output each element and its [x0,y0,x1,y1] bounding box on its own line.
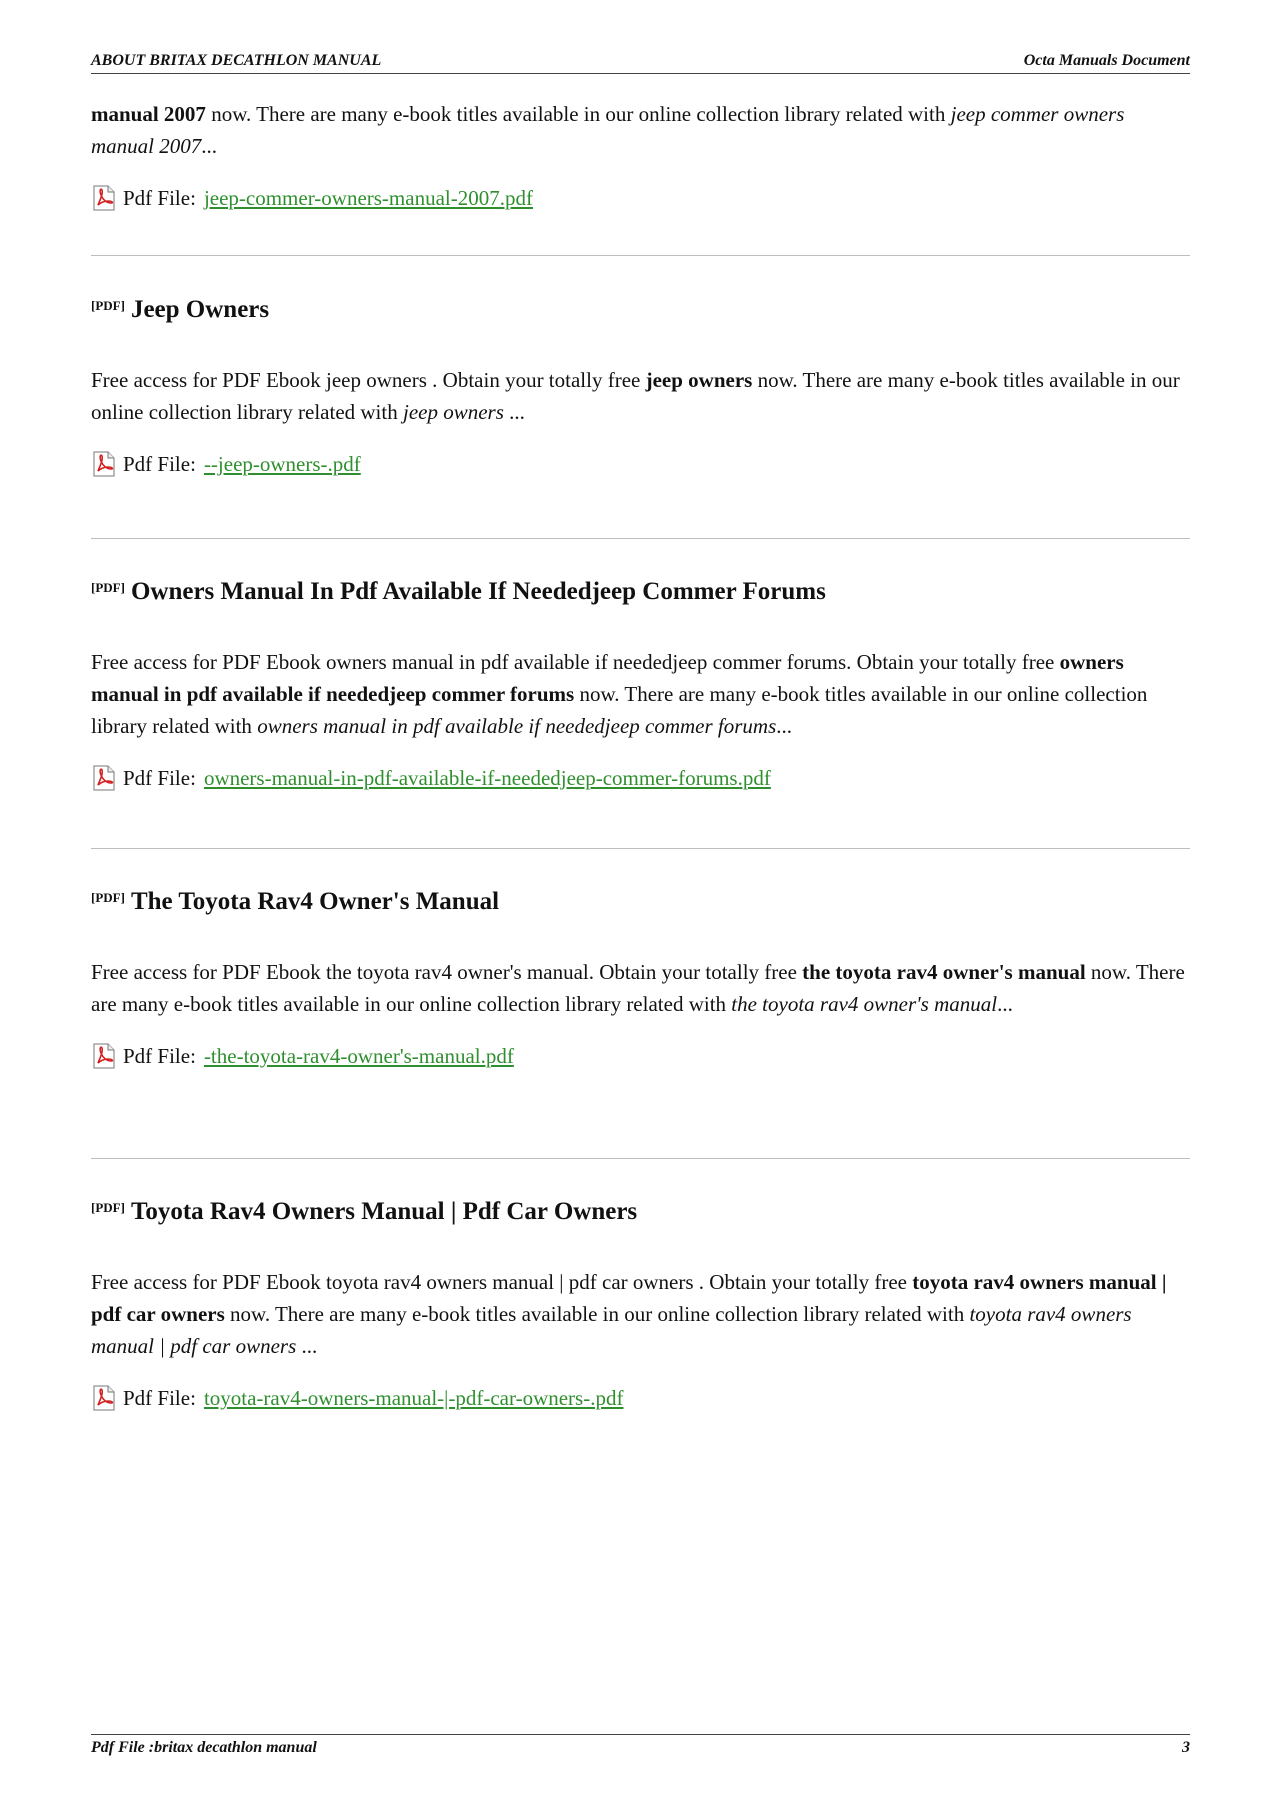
section-jeep-owners [91,294,1190,478]
desc-ellipsis: ... [776,714,793,738]
pdf-file-link[interactable]: --jeep-owners-.pdf [203,452,361,476]
document-page [91,0,1190,1800]
desc-italic: the toyota rav4 owner's manual [731,992,998,1016]
section-title [91,886,1190,918]
desc-italic: toyota rav4 owners manual | pdf car owners [91,1302,1132,1358]
file-label: Pdf File: [123,452,196,476]
pdf-tag: [PDF] [91,1200,125,1215]
pdf-file-icon [91,1385,117,1411]
intro-text: now. There are many e-book titles available in our online collection library related with [205,102,951,126]
pdf-file-icon [91,765,117,791]
header-source: Octa Manuals Document [1023,52,1190,69]
section-divider [91,255,1190,256]
pdf-file-link[interactable]: -the-toyota-rav4-owner's-manual.pdf [203,1044,514,1068]
section-owners-manual-forums [91,576,1190,792]
desc-bold: owners manual in pdf available if neededjeep commer forums [91,650,1124,706]
file-label: Pdf File: [123,766,196,790]
section-divider [91,1158,1190,1159]
section-title-text: Toyota Rav4 Owners Manual | Pdf Car Owners [130,1198,638,1225]
file-label: Pdf File: [123,1386,196,1410]
header-title: ABOUT BRITAX DECATHLON MANUAL [91,52,382,69]
desc-text: Free access for PDF Ebook the toyota rav4 owner's manual. Obtain your totally free [91,960,803,984]
section-description [91,646,1190,742]
desc-ellipsis: ... [301,1334,318,1358]
intro-paragraph [91,98,1190,162]
desc-text: Free access for PDF Ebook toyota rav4 owners manual | pdf car owners . Obtain your totally free [91,1270,913,1294]
desc-ellipsis: ... [509,400,525,424]
section-title [91,1196,1190,1228]
pdf-tag: [PDF] [91,580,125,595]
file-line [91,450,1190,478]
pdf-file-link[interactable]: owners-manual-in-pdf-available-if-neededjeep-commer-forums.pdf [203,766,771,790]
section-divider [91,848,1190,849]
pdf-tag: [PDF] [91,298,125,313]
file-line [91,764,1190,792]
desc-bold: toyota rav4 owners manual | pdf car owners [91,1270,1167,1326]
desc-text: now. There are many e-book titles available in our online collection library related with [91,960,1185,1016]
section-title-text: Owners Manual In Pdf Available If Neededjeep Commer Forums [130,578,826,605]
intro-bold: manual 2007 [91,102,206,126]
intro-continuation [91,98,1190,212]
desc-text: now. There are many e-book titles available in our online collection library related with [91,682,1148,738]
section-toyota-rav4-pdf-car-owners [91,1196,1190,1412]
section-description [91,956,1190,1020]
section-description [91,1266,1190,1362]
section-divider [91,538,1190,539]
desc-italic: owners manual in pdf available if neededjeep commer forums [257,714,777,738]
desc-text: now. There are many e-book titles available in our online collection library related with [224,1302,970,1326]
pdf-file-icon [91,185,117,211]
desc-bold: the toyota rav4 owner's manual [802,960,1086,984]
desc-ellipsis: ... [997,992,1013,1016]
section-description [91,364,1190,428]
file-line [91,1384,1190,1412]
intro-ellipsis: ... [201,134,217,158]
section-title [91,294,1190,326]
running-footer [91,1734,1190,1757]
desc-italic: jeep owners [402,400,510,424]
section-title [91,576,1190,608]
page-number: 3 [1182,1739,1190,1756]
section-title-text: Jeep Owners [130,296,270,323]
pdf-file-icon [91,451,117,477]
running-header [91,52,1190,74]
footer-file: Pdf File :britax decathlon manual [91,1739,317,1756]
pdf-file-link[interactable]: toyota-rav4-owners-manual-|-pdf-car-owners-.pdf [203,1386,624,1410]
file-line [91,1042,1190,1070]
file-label: Pdf File: [123,1044,196,1068]
desc-text: Free access for PDF Ebook owners manual in pdf available if neededjeep commer forums. Obtain your totally free [91,650,1060,674]
desc-bold: jeep owners [645,368,753,392]
desc-text: now. There are many e-book titles available in our online collection library related with [91,368,1180,424]
intro-italic: jeep commer owners manual 2007 [91,102,1125,158]
pdf-file-link[interactable]: jeep-commer-owners-manual-2007.pdf [203,186,533,210]
section-title-text: The Toyota Rav4 Owner's Manual [130,888,500,915]
file-label: Pdf File: [123,186,196,210]
pdf-file-icon [91,1043,117,1069]
desc-text: Free access for PDF Ebook jeep owners . Obtain your totally free [91,368,646,392]
intro-file-line [91,184,1190,212]
section-toyota-rav4-owners-manual [91,886,1190,1070]
pdf-tag: [PDF] [91,890,125,905]
